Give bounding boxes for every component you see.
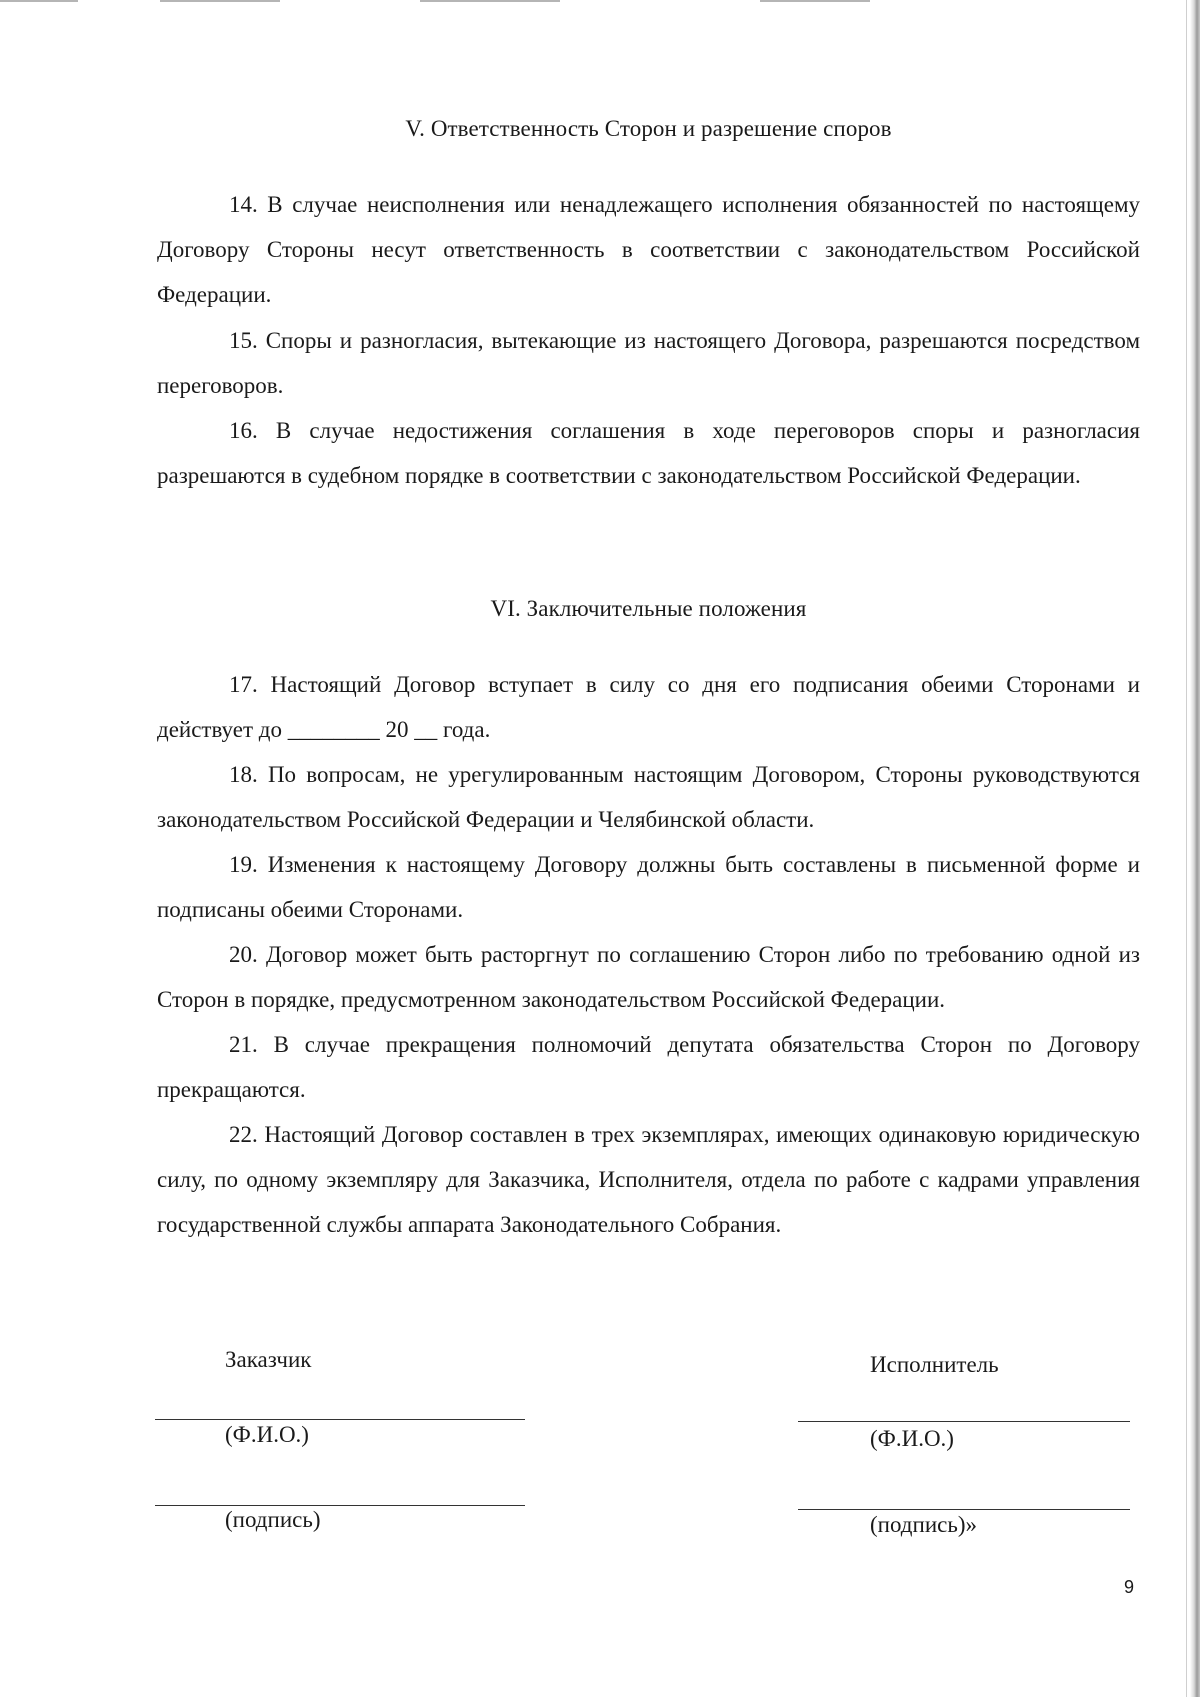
contractor-signature-caption: (подпись)»: [870, 1512, 977, 1537]
customer-name-caption: (Ф.И.О.): [225, 1422, 309, 1447]
customer-signature-line: [155, 1505, 525, 1506]
scan-top-artifact: [420, 0, 560, 2]
clause-15: 15. Споры и разногласия, вытекающие из настоящего Договора, разрешаются посредством переговоров.: [157, 328, 1140, 398]
clause-19: 19. Изменения к настоящему Договору должны быть составлены в письменной форме и подписаны обеими Сторонами.: [157, 852, 1140, 922]
contractor-title: Исполнитель: [870, 1352, 999, 1377]
customer-signature-caption: (подпись): [225, 1507, 321, 1532]
scan-top-artifact: [160, 0, 280, 2]
contractor-name-line: [798, 1421, 1130, 1422]
clause-21: 21. В случае прекращения полномочий депутата обязательства Сторон по Договору прекращаются.: [157, 1032, 1140, 1102]
contractor-name-caption: (Ф.И.О.): [870, 1426, 954, 1451]
customer-title: Заказчик: [225, 1347, 312, 1372]
clause-18: 18. По вопросам, не урегулированным настоящим Договором, Стороны руководствуются законодательством Российской Федерации и Челябинской области.: [157, 762, 1140, 832]
clause-22: 22. Настоящий Договор составлен в трех экземплярах, имеющих одинаковую юридическую силу, по одному экземпляру для Заказчика, Исполнителя, отдела по работе с кадрами управления государственной службы аппарата Законодательного Собрания.: [157, 1122, 1140, 1237]
clause-17: 17. Настоящий Договор вступает в силу со дня его подписания обеими Сторонами и действует до ________ 20 __ года.: [157, 672, 1140, 742]
scan-edge-shadow: [1190, 0, 1200, 1697]
clause-20: 20. Договор может быть расторгнут по соглашению Сторон либо по требованию одной из Сторон в порядке, предусмотренном законодательством Российской Федерации.: [157, 942, 1140, 1012]
scan-edge-line: [1186, 0, 1187, 1697]
clause-16: 16. В случае недостижения соглашения в ходе переговоров споры и разногласия разрешаются в судебном порядке в соответствии с законодательством Российской Федерации.: [157, 418, 1140, 488]
clause-14: 14. В случае неисполнения или ненадлежащего исполнения обязанностей по настоящему Договору Стороны несут ответственность в соответствии с законодательством Российской Федерации.: [157, 192, 1140, 307]
scan-top-artifact: [760, 0, 870, 2]
section-6-title: VI. Заключительные положения: [490, 596, 807, 621]
page-number: 9: [1124, 1577, 1135, 1597]
scan-top-artifact: [0, 0, 78, 2]
customer-name-line: [155, 1419, 525, 1420]
section-5-title: V. Ответственность Сторон и разрешение споров: [405, 116, 892, 141]
